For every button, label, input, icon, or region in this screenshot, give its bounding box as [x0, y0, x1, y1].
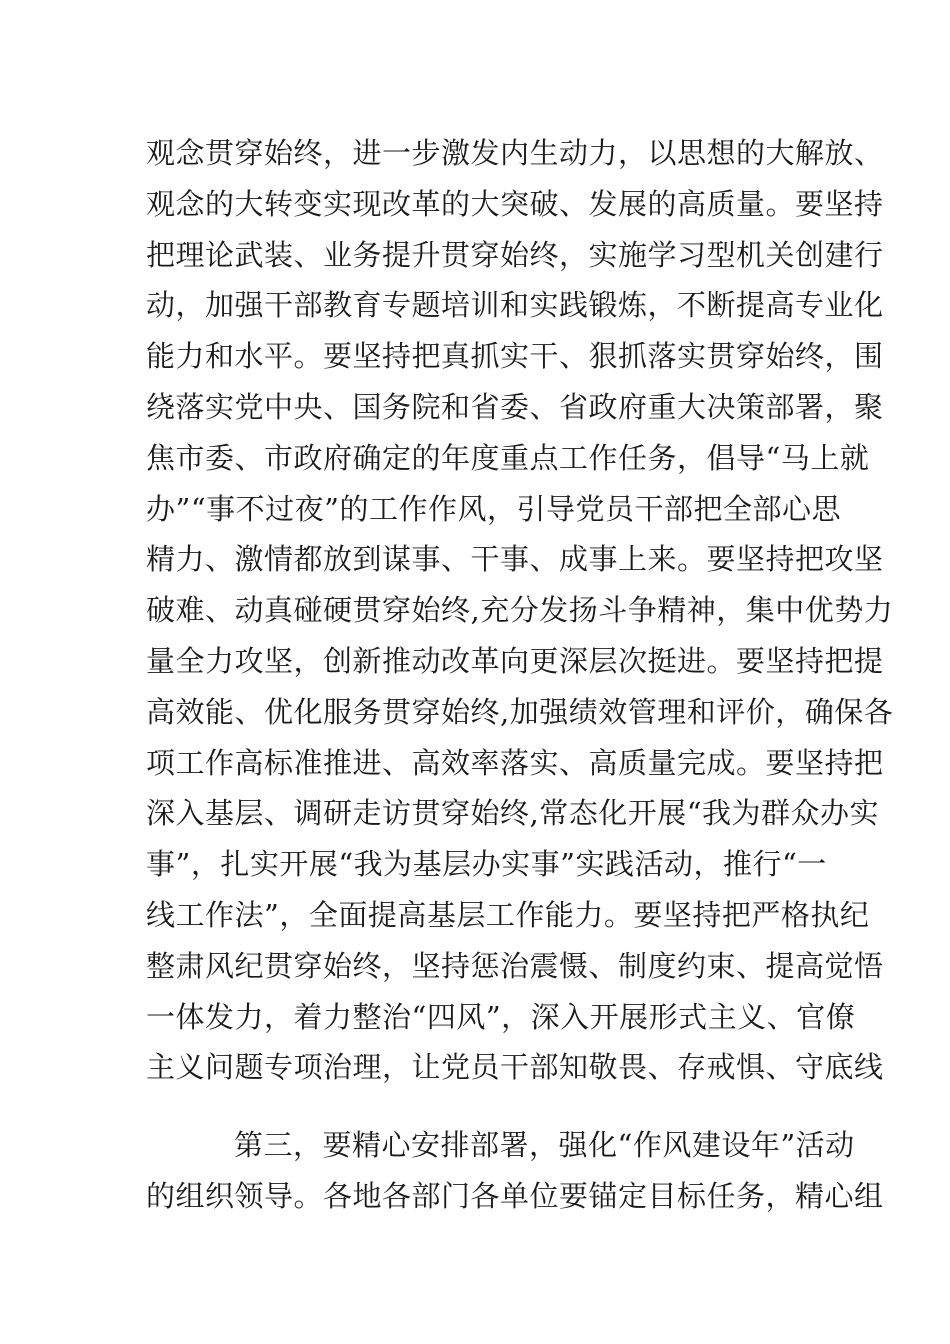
text-line: 焦市委、市政府确定的年度重点工作任务，倡导“马上就	[146, 441, 870, 475]
text-line: 观念贯穿始终，进一步激发内生动力，以思想的大解放、	[146, 136, 884, 170]
text-line: 能力和水平。要坚持把真抓实干、狠抓落实贯穿始终，围	[146, 339, 884, 373]
text-line: 破难、动真碰硬贯穿始终,充分发扬斗争精神，集中优势力	[146, 593, 894, 627]
text-line: 办”“事不过夜”的工作作风，引导党员干部把全部心思	[146, 492, 841, 526]
text-line: 的组织领导。各地各部门各单位要锚定目标任务，精心组	[146, 1179, 884, 1213]
text-line: 绕落实党中央、国务院和省委、省政府重大决策部署，聚	[146, 390, 884, 424]
text-line: 动，加强干部教育专题培训和实践锻炼，不断提高专业化	[146, 288, 884, 322]
text-line: 项工作高标准推进、高效率落实、高质量完成。要坚持把	[146, 746, 884, 780]
text-line: 观念的大转变实现改革的大突破、发展的高质量。要坚持	[146, 187, 884, 221]
text-line: 精力、激情都放到谋事、干事、成事上来。要坚持把攻坚	[146, 542, 884, 576]
text-line: 第三，要精心安排部署，强化“作风建设年”活动	[234, 1128, 855, 1162]
text-line: 事”，扎实开展“我为基层办实事”实践活动，推行“一	[146, 847, 827, 881]
text-line: 量全力攻坚，创新推动改革向更深层次挺进。要坚持把提	[146, 644, 884, 678]
text-line: 高效能、优化服务贯穿始终,加强绩效管理和评价，确保各	[146, 695, 894, 729]
text-line: 整肃风纪贯穿始终，坚持惩治震慑、制度约束、提高觉悟	[146, 949, 884, 983]
text-line: 主义问题专项治理，让党员干部知敬畏、存戒惧、守底线	[146, 1050, 884, 1084]
text-line: 一体发力，着力整治“四风”，深入开展形式主义、官僚	[146, 1000, 856, 1034]
text-line: 把理论武装、业务提升贯穿始终，实施学习型机关创建行	[146, 238, 884, 272]
text-line: 深入基层、调研走访贯穿始终,常态化开展“我为群众办实	[146, 796, 880, 830]
text-line: 线工作法”，全面提高基层工作能力。要坚持把严格执纪	[146, 898, 870, 932]
